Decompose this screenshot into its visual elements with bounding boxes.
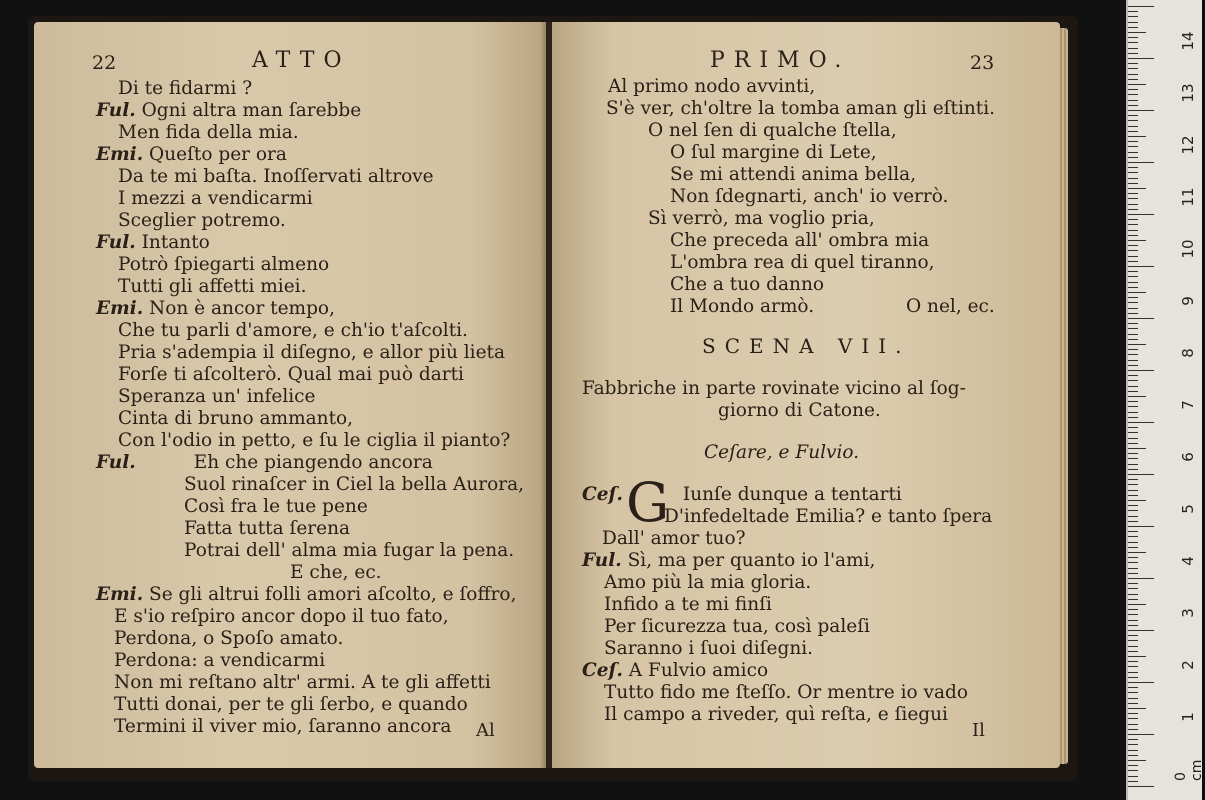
text-line: Al primo nodo avvinti, bbox=[608, 76, 816, 97]
text-line: O ſul margine di Lete, bbox=[670, 142, 877, 163]
ruler-tick bbox=[1128, 84, 1146, 85]
text-line: Infido a te mi finſi bbox=[604, 594, 772, 615]
catchword: Al bbox=[476, 720, 495, 741]
ruler-tick bbox=[1128, 349, 1138, 350]
ruler-number: 9 bbox=[1179, 296, 1197, 306]
ruler-tick bbox=[1128, 609, 1138, 610]
ruler-tick bbox=[1128, 100, 1138, 101]
ruler-tick bbox=[1128, 287, 1138, 288]
ruler-tick bbox=[1128, 744, 1138, 745]
text-line: Emi. Queſto per ora bbox=[96, 144, 287, 165]
ruler-tick bbox=[1128, 276, 1138, 277]
ruler-tick bbox=[1128, 578, 1154, 579]
ruler-number: 13 bbox=[1179, 83, 1197, 103]
text-line: L'ombra rea di quel tiranno, bbox=[670, 252, 935, 273]
ruler-tick bbox=[1128, 240, 1146, 241]
ruler-tick bbox=[1128, 261, 1138, 262]
ruler-tick bbox=[1128, 687, 1138, 688]
ruler-tick bbox=[1128, 323, 1138, 324]
speaker-label: Ful. bbox=[582, 550, 622, 571]
ruler-number: 11 bbox=[1179, 187, 1197, 207]
ruler-tick bbox=[1128, 713, 1138, 714]
ruler-tick bbox=[1128, 417, 1138, 418]
ruler-tick bbox=[1128, 620, 1138, 621]
text-line: Dall' amor tuo? bbox=[602, 528, 746, 549]
text-line: Il Mondo armò. bbox=[670, 296, 815, 317]
left-page-number: 22 bbox=[92, 52, 117, 74]
drop-cap: G bbox=[626, 471, 670, 534]
ruler-tick bbox=[1128, 183, 1138, 184]
speaker-label: Ceſ. bbox=[582, 484, 623, 505]
ruler-tick bbox=[1128, 422, 1154, 423]
text-line: Termini il viver mio, ſaranno ancora bbox=[114, 716, 452, 737]
ruler-tick bbox=[1128, 172, 1138, 173]
ruler-tick bbox=[1128, 53, 1138, 54]
ruler-tick bbox=[1128, 505, 1138, 506]
ruler-tick bbox=[1128, 37, 1138, 38]
ruler-tick bbox=[1128, 770, 1138, 771]
right-running-head: PRIMO. bbox=[710, 48, 851, 73]
text-line: Emi. Se gli altrui folli amori aſcolto, e ſoffro, bbox=[96, 584, 517, 605]
ruler-tick bbox=[1128, 682, 1154, 683]
ruler-tick bbox=[1128, 282, 1138, 283]
ruler-tick bbox=[1128, 365, 1138, 366]
ruler-unit: 0 cm bbox=[1173, 759, 1205, 781]
right-page bbox=[552, 22, 1060, 768]
speaker-label: Ful. bbox=[96, 232, 136, 253]
text-line: Pria s'adempia il diſegno, e allor più lieta bbox=[118, 342, 506, 363]
ruler-tick bbox=[1128, 401, 1138, 402]
ruler-tick bbox=[1128, 500, 1146, 501]
ruler-tick bbox=[1128, 474, 1154, 475]
text-line: Ful. Eh che piangendo ancora bbox=[96, 452, 433, 473]
ruler-tick bbox=[1128, 739, 1138, 740]
ruler-tick bbox=[1128, 692, 1138, 693]
speaker-label: Ful. bbox=[96, 100, 136, 121]
ruler-tick bbox=[1128, 271, 1138, 272]
ruler-tick bbox=[1128, 651, 1138, 652]
text-line: E s'io reſpiro ancor dopo il tuo fato, bbox=[114, 606, 449, 627]
ruler-tick bbox=[1128, 656, 1146, 657]
speaker-label: Emi. bbox=[96, 584, 144, 605]
ruler-number: 8 bbox=[1179, 348, 1197, 358]
ruler-tick bbox=[1128, 380, 1138, 381]
ruler-tick bbox=[1128, 542, 1138, 543]
ruler-tick bbox=[1128, 510, 1138, 511]
ruler-tick bbox=[1128, 344, 1146, 345]
text-line: Non mi reſtano altr' armi. A te gli affetti bbox=[114, 672, 491, 693]
text-line: Per ſicurezza tua, così paleſi bbox=[604, 616, 870, 637]
ruler-tick bbox=[1128, 646, 1138, 647]
ruler-tick bbox=[1128, 448, 1146, 449]
ruler-number: 5 bbox=[1179, 504, 1197, 514]
text-line: Suol rinaſcer in Ciel la bella Aurora, bbox=[184, 474, 525, 495]
text-line: Ful. Sì, ma per quanto io l'ami, bbox=[582, 550, 876, 571]
text-line: Speranza un' infelice bbox=[118, 386, 316, 407]
ruler-tick bbox=[1128, 292, 1146, 293]
text-line: Sceglier potremo. bbox=[118, 210, 286, 231]
ruler-tick bbox=[1128, 22, 1138, 23]
ruler-tick bbox=[1128, 599, 1138, 600]
ruler-number: 1 bbox=[1179, 712, 1197, 722]
ruler-tick bbox=[1128, 521, 1138, 522]
text-line: E che, ec. bbox=[290, 562, 382, 583]
ruler-tick bbox=[1128, 198, 1138, 199]
ruler-tick bbox=[1128, 131, 1138, 132]
ruler-tick bbox=[1128, 157, 1138, 158]
text-line: Cinta di bruno ammanto, bbox=[118, 408, 354, 429]
left-page bbox=[34, 22, 546, 768]
ruler-number: 2 bbox=[1179, 660, 1197, 670]
text-line: Potrai dell' alma mia fugar la pena. bbox=[184, 540, 515, 561]
ruler-tick bbox=[1128, 318, 1154, 319]
ruler-tick bbox=[1128, 360, 1138, 361]
catchword: Il bbox=[972, 720, 985, 741]
ruler-tick bbox=[1128, 755, 1138, 756]
text-line: Che tu parli d'amore, e ch'io t'aſcolti. bbox=[118, 320, 468, 341]
speaker-label: Ceſ. bbox=[582, 660, 623, 681]
ruler-tick bbox=[1128, 781, 1138, 782]
ruler-tick bbox=[1128, 48, 1138, 49]
ruler-tick bbox=[1128, 89, 1138, 90]
ruler-tick bbox=[1128, 672, 1138, 673]
ruler-tick bbox=[1128, 677, 1138, 678]
ruler-tick bbox=[1128, 370, 1154, 371]
ruler-tick bbox=[1128, 204, 1138, 205]
ruler-tick bbox=[1128, 146, 1138, 147]
ruler-tick bbox=[1128, 167, 1138, 168]
ruler-tick bbox=[1128, 354, 1138, 355]
ruler-tick bbox=[1128, 453, 1138, 454]
speaker-label: Emi. bbox=[96, 144, 144, 165]
ruler-tick bbox=[1128, 443, 1138, 444]
ruler-tick bbox=[1128, 640, 1138, 641]
ruler-tick bbox=[1128, 193, 1138, 194]
ruler-tick bbox=[1128, 230, 1138, 231]
ruler-tick bbox=[1128, 396, 1146, 397]
text-line: Tutti donai, per te gli ſerbo, e quando bbox=[114, 694, 468, 715]
repeat-cue: O nel, ec. bbox=[906, 296, 995, 317]
ruler-tick bbox=[1128, 58, 1154, 59]
text-line: Fatta tutta ſerena bbox=[184, 518, 351, 539]
ruler-tick bbox=[1128, 141, 1138, 142]
ruler-tick bbox=[1128, 531, 1138, 532]
text-line: Perdona: a vendicarmi bbox=[114, 650, 326, 671]
ruler-tick bbox=[1128, 152, 1138, 153]
ruler-tick bbox=[1128, 256, 1138, 257]
ruler-tick bbox=[1128, 594, 1138, 595]
text-line: Non ſdegnarti, anch' io verrò. bbox=[670, 186, 949, 207]
ruler-tick bbox=[1128, 438, 1138, 439]
ruler-tick bbox=[1128, 266, 1154, 267]
ruler-tick bbox=[1128, 74, 1138, 75]
ruler-tick bbox=[1128, 162, 1154, 163]
text-line: Che preceda all' ombra mia bbox=[670, 230, 930, 251]
ruler-tick bbox=[1128, 120, 1138, 121]
text-line: Men fida della mia. bbox=[118, 122, 299, 143]
ruler-tick bbox=[1128, 703, 1138, 704]
ruler-tick bbox=[1128, 484, 1138, 485]
ruler-tick bbox=[1128, 547, 1138, 548]
ruler-tick bbox=[1128, 214, 1154, 215]
ruler-tick bbox=[1128, 614, 1138, 615]
text-line: Tutto fido me ſteſſo. Or mentre io vado bbox=[604, 682, 969, 703]
stage-direction-line: Fabbriche in parte rovinate vicino al ſog- bbox=[582, 378, 966, 399]
ruler-tick bbox=[1128, 750, 1138, 751]
scene-characters: Ceſare, e Fulvio. bbox=[704, 442, 860, 463]
ruler-tick bbox=[1128, 526, 1154, 527]
ruler-tick bbox=[1128, 625, 1138, 626]
ruler-tick bbox=[1128, 339, 1138, 340]
ruler-tick bbox=[1128, 16, 1138, 17]
text-line: Di te fidarmi ? bbox=[118, 78, 253, 99]
ruler-tick bbox=[1128, 178, 1138, 179]
ruler-tick bbox=[1128, 334, 1138, 335]
ruler-tick bbox=[1128, 479, 1138, 480]
ruler-tick bbox=[1128, 79, 1138, 80]
ruler-tick bbox=[1128, 105, 1138, 106]
ruler-number: 4 bbox=[1179, 556, 1197, 566]
text-line: Ceſ. A Fulvio amico bbox=[582, 660, 769, 681]
ruler-tick bbox=[1128, 630, 1154, 631]
ruler-tick bbox=[1128, 536, 1138, 537]
ruler-tick bbox=[1128, 235, 1138, 236]
ruler-tick bbox=[1128, 464, 1138, 465]
text-line: Emi. Non è ancor tempo, bbox=[96, 298, 335, 319]
ruler-tick bbox=[1128, 708, 1146, 709]
scene-heading: SCENA VII. bbox=[702, 334, 911, 358]
text-line: Potrò ſpiegarti almeno bbox=[118, 254, 330, 275]
ruler-tick bbox=[1128, 412, 1138, 413]
ruler-tick bbox=[1128, 386, 1138, 387]
ruler-tick bbox=[1128, 734, 1154, 735]
ruler-number: 7 bbox=[1179, 400, 1197, 410]
ruler-tick bbox=[1128, 635, 1138, 636]
speaker-label: Emi. bbox=[96, 298, 144, 319]
text-line: Forſe ti aſcolterò. Qual mai può darti bbox=[118, 364, 464, 385]
ruler-tick bbox=[1128, 313, 1138, 314]
ruler-tick bbox=[1128, 786, 1154, 787]
ruler-tick bbox=[1128, 557, 1138, 558]
ruler-tick bbox=[1128, 718, 1138, 719]
text-line: Ful. Ogni altra man ſarebbe bbox=[96, 100, 362, 121]
text-line: Ful. Intanto bbox=[96, 232, 210, 253]
ruler-tick bbox=[1128, 302, 1138, 303]
text-line: Così fra le tue pene bbox=[184, 496, 368, 517]
ruler-tick bbox=[1128, 760, 1146, 761]
stage-direction-line: giorno di Catone. bbox=[718, 400, 881, 421]
ruler-tick bbox=[1128, 568, 1138, 569]
text-line: Amo più la mia gloria. bbox=[604, 572, 812, 593]
ruler-tick bbox=[1128, 516, 1138, 517]
text-line: Sì verrò, ma voglio pria, bbox=[648, 208, 875, 229]
ruler-tick bbox=[1128, 666, 1138, 667]
ruler-tick bbox=[1128, 729, 1138, 730]
ruler-tick bbox=[1128, 27, 1138, 28]
ruler-tick bbox=[1128, 562, 1138, 563]
ruler-tick bbox=[1128, 42, 1138, 43]
text-line: Perdona, o Spoſo amato. bbox=[114, 628, 344, 649]
text-line: Ceſ. Iunſe dunque a tentarti bbox=[582, 484, 902, 505]
ruler-tick bbox=[1128, 552, 1146, 553]
ruler-tick bbox=[1128, 32, 1146, 33]
right-page-number: 23 bbox=[970, 52, 995, 74]
ruler-tick bbox=[1128, 136, 1146, 137]
ruler-number: 6 bbox=[1179, 452, 1197, 462]
ruler-tick bbox=[1128, 661, 1138, 662]
ruler-tick bbox=[1128, 391, 1138, 392]
ruler-tick bbox=[1128, 6, 1154, 7]
ruler-tick bbox=[1128, 427, 1138, 428]
ruler-tick bbox=[1128, 458, 1138, 459]
ruler-tick bbox=[1128, 724, 1138, 725]
ruler-tick bbox=[1128, 250, 1138, 251]
ruler-number: 10 bbox=[1179, 239, 1197, 259]
text-line: D'infedeltade Emilia? e tanto ſpera bbox=[664, 506, 993, 527]
ruler-tick bbox=[1128, 94, 1138, 95]
ruler-tick bbox=[1128, 698, 1138, 699]
ruler-tick bbox=[1128, 63, 1138, 64]
left-running-head: ATTO bbox=[252, 48, 351, 73]
ruler-tick bbox=[1128, 573, 1138, 574]
measuring-ruler bbox=[1126, 0, 1205, 800]
ruler-tick bbox=[1128, 776, 1138, 777]
ruler-tick bbox=[1128, 432, 1138, 433]
ruler-tick bbox=[1128, 245, 1138, 246]
ruler-number: 12 bbox=[1179, 135, 1197, 155]
ruler-tick bbox=[1128, 209, 1138, 210]
ruler-tick bbox=[1128, 126, 1138, 127]
ruler-tick bbox=[1128, 765, 1138, 766]
text-line: O nel ſen di qualche ſtella, bbox=[648, 120, 897, 141]
speaker-label: Ful. bbox=[96, 452, 136, 473]
ruler-tick bbox=[1128, 297, 1138, 298]
ruler-tick bbox=[1128, 583, 1138, 584]
ruler-tick bbox=[1128, 308, 1138, 309]
text-line: Saranno i ſuoi diſegni. bbox=[604, 638, 814, 659]
text-line: Con l'odio in petto, e ſu le ciglia il pianto? bbox=[118, 430, 511, 451]
text-line: Il campo a riveder, quì reſta, e ſiegui bbox=[604, 704, 948, 725]
ruler-tick bbox=[1128, 328, 1138, 329]
ruler-tick bbox=[1128, 224, 1138, 225]
ruler-tick bbox=[1128, 68, 1138, 69]
ruler-tick bbox=[1128, 219, 1138, 220]
ruler-tick bbox=[1128, 604, 1146, 605]
ruler-tick bbox=[1128, 375, 1138, 376]
ruler-tick bbox=[1128, 11, 1138, 12]
ruler-tick bbox=[1128, 469, 1138, 470]
ruler-tick bbox=[1128, 406, 1138, 407]
ruler-tick bbox=[1128, 188, 1146, 189]
ruler-tick bbox=[1128, 110, 1154, 111]
text-line: Tutti gli affetti miei. bbox=[118, 276, 307, 297]
ruler-tick bbox=[1128, 490, 1138, 491]
text-line: S'è ver, ch'oltre la tomba aman gli eſtinti. bbox=[606, 98, 996, 119]
ruler-number: 14 bbox=[1179, 31, 1197, 51]
text-line: Se mi attendi anima bella, bbox=[670, 164, 917, 185]
text-line: Che a tuo danno bbox=[670, 274, 825, 295]
ruler-tick bbox=[1128, 115, 1138, 116]
text-line: I mezzi a vendicarmi bbox=[118, 188, 313, 209]
text-line: Da te mi baſta. Inoſſervati altrove bbox=[118, 166, 434, 187]
ruler-tick bbox=[1128, 588, 1138, 589]
ruler-tick bbox=[1128, 495, 1138, 496]
ruler-number: 3 bbox=[1179, 608, 1197, 618]
